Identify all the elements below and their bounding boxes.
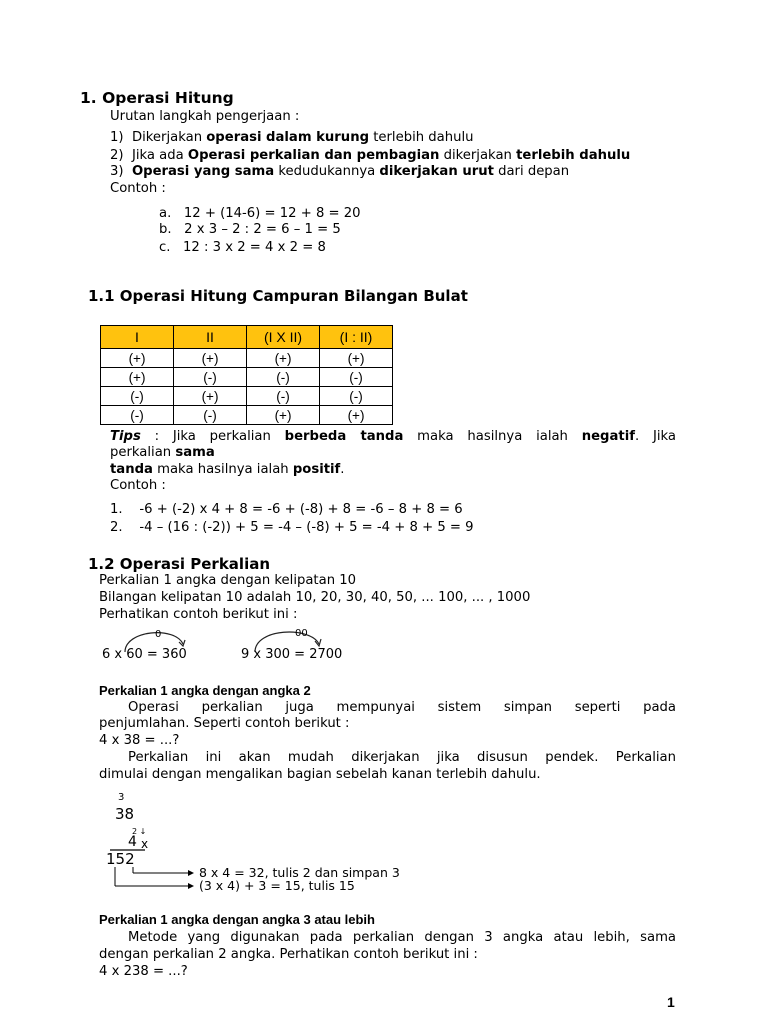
result-number: 152 <box>106 850 135 868</box>
table-cell: (-) <box>320 387 393 406</box>
list-item: 1. -6 + (-2) x 4 + 8 = -6 + (-8) + 8 = -6 – 8 + 8 = 6 <box>110 502 463 517</box>
arrow-right-icon <box>188 870 194 876</box>
table-cell: (+) <box>101 349 174 368</box>
section-title-perkalian: 1.2 Operasi Perkalian <box>88 555 271 573</box>
handwritten-examples <box>95 622 355 668</box>
subsection-title: Perkalian 1 angka dengan angka 3 atau lebih <box>99 912 375 927</box>
list-item: b. 2 x 3 – 2 : 2 = 6 – 1 = 5 <box>159 222 341 237</box>
table-cell: (-) <box>101 387 174 406</box>
list-item: a. 12 + (14-6) = 12 + 8 = 20 <box>159 206 361 221</box>
body-text: Bilangan kelipatan 10 adalah 10, 20, 30, 40, 50, ... 100, ... , 1000 <box>99 590 531 605</box>
table-cell: (+) <box>174 349 247 368</box>
sign-rules-table <box>100 325 393 425</box>
example-label: Contoh : <box>110 478 166 493</box>
table-cell: (-) <box>247 368 320 387</box>
paragraph-line: Perkalian ini akan mudah dikerjakan jika disusun pendek. Perkalian <box>128 750 676 765</box>
table-header: (I X II) <box>247 326 320 349</box>
table-cell: (+) <box>247 349 320 368</box>
times-sign: x <box>141 837 149 851</box>
paragraph-line: penjumlahan. Seperti contoh berikut : <box>99 716 350 731</box>
handwritten-expr-1: 6 x 60 = 360 <box>102 647 187 662</box>
tips-line-1: Tips : Jika perkalian berbeda tanda maka hasilnya ialah negatif. Jika <box>110 429 676 444</box>
table-header: II <box>174 326 247 349</box>
page-number: 1 <box>667 994 675 1010</box>
paragraph-line: dengan perkalian 2 angka. Perhatikan contoh berikut ini : <box>99 947 478 962</box>
paragraph-line: dimulai dengan mengalikan bagian sebelah kanan terlebih dahulu. <box>99 767 541 782</box>
list-item: 1) Dikerjakan operasi dalam kurung terlebih dahulu <box>110 130 474 145</box>
section-title-operasi-hitung: 1. Operasi Hitung <box>80 89 234 107</box>
list-item: 2) Jika ada Operasi perkalian dan pembagian dikerjakan terlebih dahulu <box>110 148 631 163</box>
arrow-right-icon <box>188 883 194 889</box>
table-header-row <box>101 326 393 349</box>
table-cell: (-) <box>101 406 174 425</box>
table-row <box>101 387 393 406</box>
tips-line-3: tanda maka hasilnya ialah positif. <box>110 462 345 477</box>
subsection-title: Perkalian 1 angka dengan angka 2 <box>99 683 311 698</box>
long-multiplication-work <box>100 788 420 898</box>
table-row <box>101 368 393 387</box>
question-text: 4 x 238 = ...? <box>99 964 188 979</box>
section-title-campuran: 1.1 Operasi Hitung Campuran Bilangan Bulat <box>88 287 468 305</box>
top-number: 38 <box>115 805 135 823</box>
question-text: 4 x 38 = ...? <box>99 733 180 748</box>
carry-digit: 3 <box>118 792 125 803</box>
table-cell: (-) <box>174 368 247 387</box>
carry-zero: 0 <box>155 629 162 640</box>
handwritten-expr-2: 9 x 300 = 2700 <box>241 647 343 662</box>
table-cell: (+) <box>320 406 393 425</box>
example-label: Contoh : <box>110 181 166 196</box>
table-header: I <box>101 326 174 349</box>
body-text: Perhatikan contoh berikut ini : <box>99 607 298 622</box>
intro-text: Urutan langkah pengerjaan : <box>110 109 300 124</box>
paragraph-line: Operasi perkalian juga mempunyai sistem simpan seperti pada <box>128 700 676 715</box>
table-cell: (-) <box>247 387 320 406</box>
list-item: 3) Operasi yang sama kedudukannya dikerjakan urut dari depan <box>110 164 570 179</box>
tips-line-2: perkalian sama <box>110 445 215 460</box>
table-cell: (+) <box>174 387 247 406</box>
body-text: Perkalian 1 angka dengan kelipatan 10 <box>99 573 357 588</box>
step-note-1: 8 x 4 = 32, tulis 2 dan simpan 3 <box>199 865 400 880</box>
table-cell: (+) <box>247 406 320 425</box>
table-cell: (-) <box>174 406 247 425</box>
step-note-2: (3 x 4) + 3 = 15, tulis 15 <box>199 878 355 893</box>
table-cell: (+) <box>101 368 174 387</box>
table-cell: (-) <box>320 368 393 387</box>
carry-zeros: 00 <box>295 628 308 639</box>
list-item: 2. -4 – (16 : (-2)) + 5 = -4 – (-8) + 5 = -4 + 8 + 5 = 9 <box>110 520 474 535</box>
list-item: c. 12 : 3 x 2 = 4 x 2 = 8 <box>159 240 326 255</box>
table-row <box>101 406 393 425</box>
multiplier: 4 <box>128 834 137 850</box>
carry-marks: 2 ↓ <box>132 827 147 836</box>
paragraph-line: Metode yang digunakan pada perkalian dengan 3 angka atau lebih, sama <box>128 930 676 945</box>
table-row <box>101 349 393 368</box>
table-header: (I : II) <box>320 326 393 349</box>
table-cell: (+) <box>320 349 393 368</box>
